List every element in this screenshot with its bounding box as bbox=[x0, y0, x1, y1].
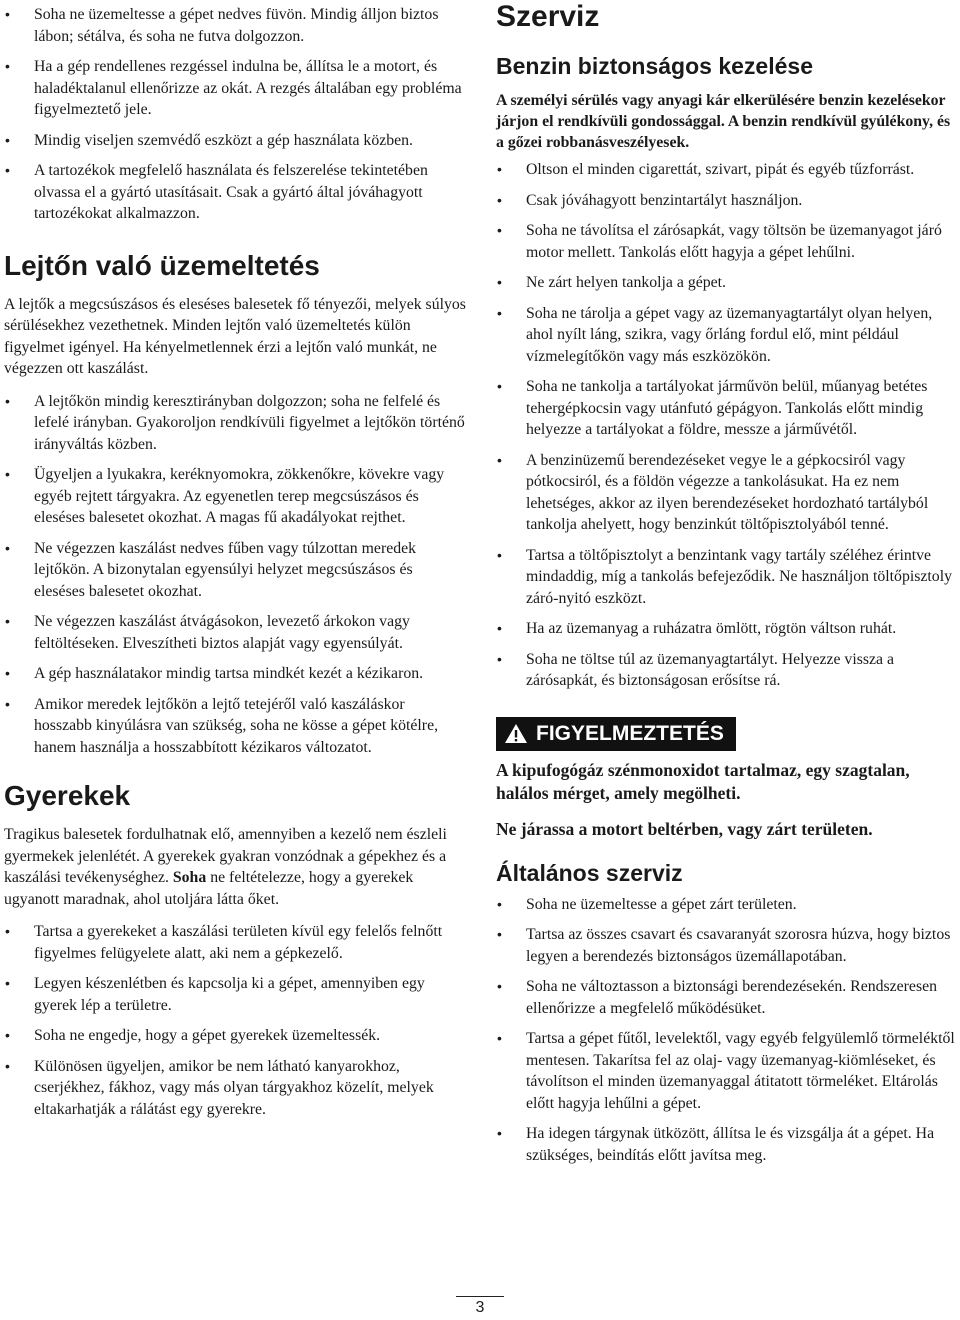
intro-bullet-list bbox=[4, 4, 466, 225]
list-item: • Ügyeljen a lyukakra, keréknyomokra, zökkenőkre, kövekre vagy egyéb rejtett tárgyakra. Az egyenetlen terep megcsúszásos és eleséses balesetet okozhat. A magas fű akadályokat rejthet. bbox=[4, 464, 466, 529]
list-item: • Különösen ügyeljen, amikor be nem látható kanyarokhoz, cserjékhez, fákhoz, vagy más olyan tárgyakhoz közelít, melyek eltakarhatják a rálátást egy gyerekre. bbox=[4, 1056, 466, 1121]
list-item: • Tartsa a gyerekeket a kaszálási területen kívül egy felelős felnőtt figyelmes felügyelete alatt, aki nem a gépkezelő. bbox=[4, 921, 466, 964]
list-item: • Ha az üzemanyag a ruházatra ömlött, rögtön váltson ruhát. bbox=[496, 618, 958, 640]
slope-bullet-list bbox=[4, 391, 466, 759]
list-item: • Tartsa a gépet fűtől, levelektől, vagy egyéb felgyülemlő törmeléktől mentesen. Takarítsa fel az olaj- vagy üzemanyag-kiömléseket, és távolítson el minden üzemanyaggal átitatott törmeléket. Eltárolás előtt hagyja lehűlni a gépet. bbox=[496, 1028, 958, 1114]
list-item: • Soha ne üzemeltesse a gépet zárt területen. bbox=[496, 894, 958, 916]
warning-label: FIGYELMEZTETÉS bbox=[536, 721, 724, 745]
list-item: • A benzinüzemű berendezéseket vegye le a gépkocsiról vagy pótkocsiról, és a földön végezze a tankolásukat. Ha ez nem lehetséges, akkor az ilyen berendezéseket hordozható tartályból tankolja ahelyett, hogy benzinkút töltőpisztolyából tenné. bbox=[496, 450, 958, 536]
list-item: • Soha ne üzemeltesse a gépet nedves füvön. Mindig álljon biztos lábon; sétálva, és soha ne futva dolgozzon. bbox=[4, 4, 466, 47]
warning-triangle-icon bbox=[504, 723, 528, 744]
children-intro-text-end: ne feltételezze, hogy a gyerekek ugyanott maradnak, ahol utoljára látta őket. bbox=[4, 869, 414, 908]
children-intro bbox=[4, 824, 466, 910]
list-item: • Soha ne tankolja a tartályokat járművön belül, műanyag betétes tehergépkocsin vagy utánfutó gépágyon. Tankolás előtt mindig helyezze a tartályokat a földre, messze a járművétől. bbox=[496, 376, 958, 441]
list-item: • Ne végezzen kaszálást átvágásokon, levezető árkokon vagy feltöltéseken. Elveszítheti biztos alapját vagy egyensúlyát. bbox=[4, 611, 466, 654]
list-item: • Soha ne távolítsa el zárósapkát, vagy töltsön be üzemanyagot járó motor mellett. Tankolás előtt hagyja a gépet lehűlni. bbox=[496, 220, 958, 263]
list-item: • Soha ne változtasson a biztonsági berendezésekén. Rendszeresen ellenőrizze a megfelelő működésüket. bbox=[496, 976, 958, 1019]
warning-instruction: Ne járassa a motort beltérben, vagy zárt területen. bbox=[496, 818, 873, 839]
list-item: • Ha a gép rendellenes rezgéssel indulna be, állítsa le a motort, és haladéktalanul ellenőrizze az okát. A rezgés általában egy probléma figyelmeztető jele. bbox=[4, 56, 466, 121]
list-item: • Mindig viseljen szemvédő eszközt a gép használata közben. bbox=[4, 130, 466, 152]
list-item: • Ha idegen tárgynak ütközött, állítsa le és vizsgálja át a gépet. Ha szükséges, beindítás előtt javítsa meg. bbox=[496, 1123, 958, 1166]
list-item: • Ne zárt helyen tankolja a gépet. bbox=[496, 272, 958, 294]
fuel-bullet-list bbox=[496, 159, 958, 692]
warning-text: A kipufogógáz szénmonoxidot tartalmaz, egy szagtalan, halálos mérget, amely megölheti. bbox=[496, 759, 910, 803]
general-service-title: Általános szerviz bbox=[496, 859, 683, 886]
list-item: • Soha ne tárolja a gépet vagy az üzemanyagtartályt olyan helyen, ahol nyílt láng, szikra, vagy őrláng fordul elő, mint például vízmelegítőkön vagy más eszközökön. bbox=[496, 303, 958, 368]
children-intro-emphasis: Soha bbox=[172, 869, 207, 886]
children-section-title: Gyerekek bbox=[4, 780, 131, 811]
list-item: • Legyen készenlétben és kapcsolja ki a gépet, amennyiben egy gyerek lép a területre. bbox=[4, 973, 466, 1016]
list-item: • Oltson el minden cigarettát, szivart, pipát és egyéb tűzforrást. bbox=[496, 159, 958, 181]
right-column bbox=[496, 0, 958, 1175]
slope-intro: A lejtők a megcsúszásos és eleséses balesetek fő tényezői, melyek súlyos sérülésekhez vezethetnek. Minden lejtőn való üzemeltetés külön figyelmet igényel. Ha kényelmetlennek érzi a lejtőn való munkát, ne végezzen ott kaszálást. bbox=[4, 295, 466, 377]
list-item: • Soha ne töltse túl az üzemanyagtartályt. Helyezze vissza a zárósapkát, és biztonságosan erősítse rá. bbox=[496, 649, 958, 692]
service-section-title: Szerviz bbox=[496, 0, 600, 33]
list-item: • Soha ne engedje, hogy a gépet gyerekek üzemeltessék. bbox=[4, 1025, 466, 1047]
fuel-warning: A személyi sérülés vagy anyagi kár elkerülésére benzin kezelésekor járjon el rendkívüli gondossággal. A benzin rendkívül gyúlékony, és a gőzei robbanásveszélyesek. bbox=[496, 92, 951, 151]
list-item: • A tartozékok megfelelő használata és felszerelése tekintetében olvassa el a gyártó utasításait. Csak a gyártó által jóváhagyott tartozékokat alkalmazzon. bbox=[4, 160, 466, 225]
warning-banner bbox=[496, 717, 736, 751]
list-item: • Amikor meredek lejtőkön a lejtő tetejéről való kaszáláskor hosszabb kinyúlásra van szükség, soha ne kösse a gépet kötélre, hanem használja a hosszabbított kézikaros változatot. bbox=[4, 694, 466, 759]
slope-section-title: Lejtőn való üzemeltetés bbox=[4, 249, 320, 281]
general-bullet-list bbox=[496, 894, 958, 1167]
children-intro-text: Tragikus balesetek fordulhatnak elő, amennyiben a kezelő nem észleli gyermekek jelenlétét. A gyerekek gyakran vonzódnak a gépekhez és a kaszálási tevékenységhez. bbox=[4, 826, 447, 886]
list-item: • A lejtőkön mindig keresztirányban dolgozzon; soha ne felfelé és lefelé irányban. Gyakoroljon rendkívüli figyelmet a lejtőkön történő irányváltás közben. bbox=[4, 391, 466, 456]
list-item: • Csak jóváhagyott benzintartályt használjon. bbox=[496, 190, 958, 212]
list-item: • A gép használatakor mindig tartsa mindkét kezét a kézikaron. bbox=[4, 663, 466, 685]
list-item: • Tartsa a töltőpisztolyt a benzintank vagy tartály széléhez érintve mindaddig, míg a tankolás befejeződik. Ne használjon töltőpisztoly záró-nyitó eszközt. bbox=[496, 545, 958, 610]
children-bullet-list bbox=[4, 921, 466, 1120]
left-column bbox=[4, 0, 466, 1129]
list-item: • Tartsa az összes csavart és csavaranyát szorosra húzva, hogy biztos legyen a berendezés biztonságos üzemállapotában. bbox=[496, 924, 958, 967]
list-item: • Ne végezzen kaszálást nedves fűben vagy túlzottan meredek lejtőkön. A bizonytalan egyensúlyi helyzet megcsúszásos és eleséses balesetet okozhat. bbox=[4, 538, 466, 603]
page-number: 3 bbox=[456, 1296, 504, 1317]
fuel-section-title: Benzin biztonságos kezelése bbox=[496, 53, 813, 79]
